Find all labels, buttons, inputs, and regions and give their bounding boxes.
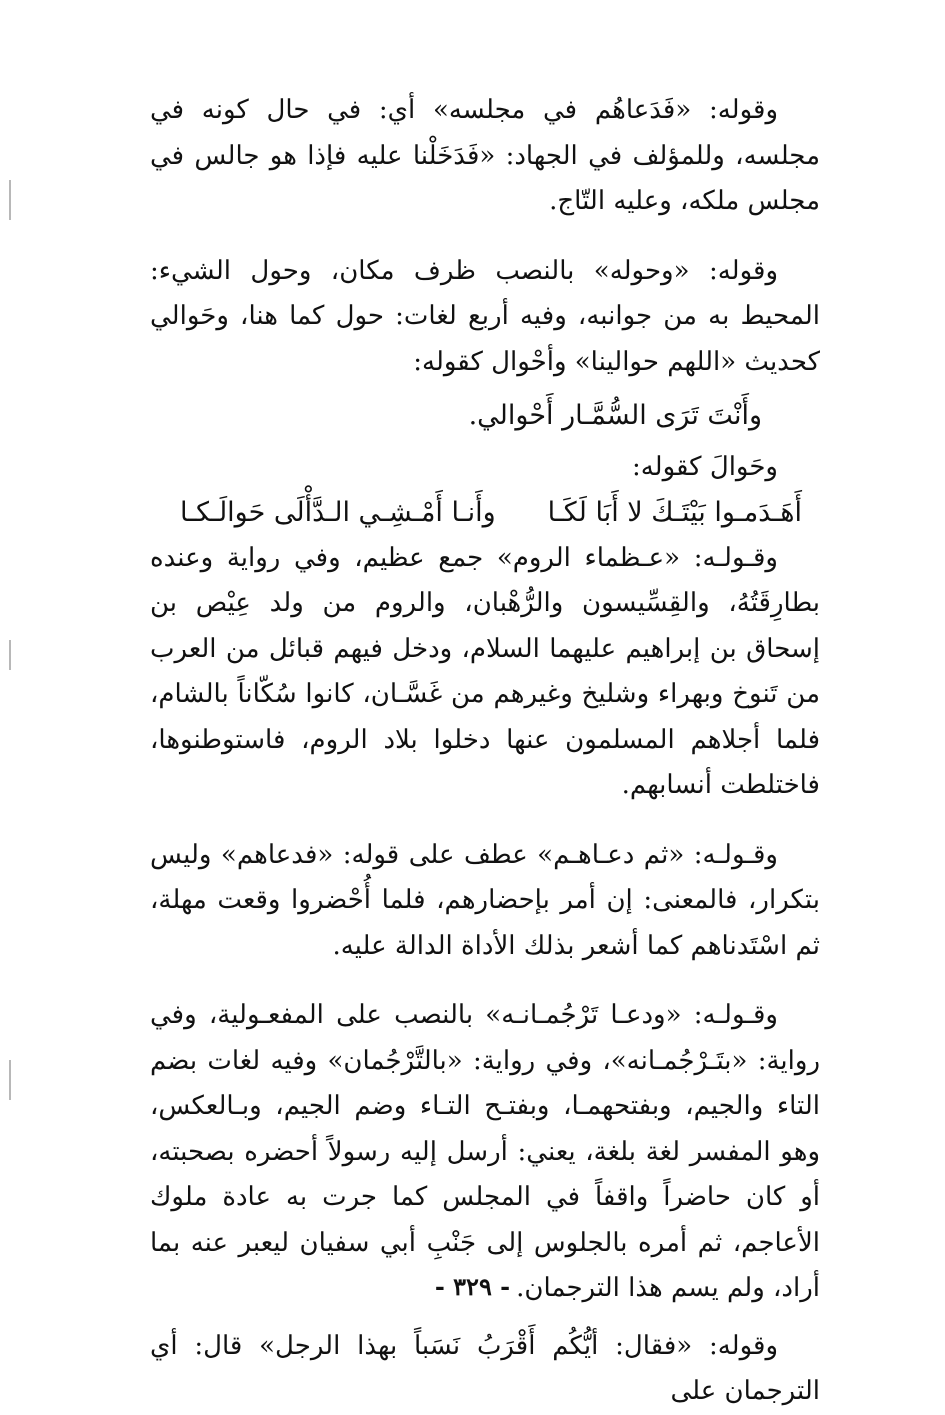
text-line: أبي سفيان ليعبر عنه بما أراد، ولم يسم هذا الترجمان. [150, 1227, 820, 1303]
paragraph-thumma-daahum [150, 833, 820, 970]
text-line: وقـولـه: «عـظماء الروم» جمع عظيم، وفي رواية وعنده بطارِقَتُهُ، [150, 542, 821, 618]
text-line: جوانبه، وفيه أربع لغات: حول كما هنا، وحَوالي كحديث «اللهم [150, 301, 820, 377]
text-line: وقوله: «فَدَعاهُم في مجلسه» أي: في حال كونه في مجلسه، [150, 95, 821, 171]
text-line: وقوله: «فقال: أيُّكُم أَقْرَبُ نَسَباً بهذا الرجل» قال: أي الترجمان على [150, 1330, 820, 1406]
text-line: الروم، فاستوطنوها، فاختلطت أنسابهم. [150, 724, 820, 800]
text-line: وبفتحهمـا، وبفتـح التـاء وضم الجيم، وبـالعكس، وهو المفسر لغة [150, 1091, 821, 1167]
verse-hawalaka [150, 490, 820, 536]
text-line: وقـولـه: «ودعـا تَرْجُمـانـه» بالنصب على المفعـولية، وفي رواية: [150, 1000, 821, 1076]
text-line: وللمؤلف في الجهاد: «فَدَخَلْنا عليه فإذا هو جالس في مجلس ملكه، [150, 140, 820, 216]
text-line: وعليه التّاج. [549, 186, 672, 216]
text-line: فالمعنى: إن أمر بإحضارهم، فلما أُحْضروا وقعت مهلة، ثم اسْتَدناهم [150, 885, 820, 961]
text-line: بلغة، يعني: أرسل إليه رسولاً أحضره بصحبته، أو كان حاضراً واقفاً في [150, 1136, 820, 1212]
page-number: - ٣٢٩ - [434, 1272, 511, 1301]
page-body [150, 88, 820, 1415]
paragraph-aqrabu-nasaban [150, 1324, 820, 1415]
text-line: والقِسِّيسون والرُّهْبان، والروم من ولد عِيْص بن إسحاق بن إبراهيم عليهما [150, 588, 820, 664]
verse-ahwali: وأَنْتَ تَرَى السُّمَّـار أَحْوالي. [468, 400, 762, 431]
text-line: وقـولـه: «ثم دعـاهـم» عطف على قوله: «فدعاهم» وليس بتكرار، [150, 839, 820, 915]
text-line: «بتَـرْجُمـانه»، وفي رواية: «بالتَّرْجُمان» وفيه لغات بضم التاء والجيم، [150, 1045, 820, 1121]
verse-hemistich-first: أَهَـدَمـوا بَيْتَـكَ لا أَبَا لَكَـا [547, 497, 802, 528]
paragraph-hawlahu [150, 249, 820, 386]
text-line: السلام، ودخل فيهم قبائل من العرب من تَنوخ وبهراء وشليخ وغيرهم من [150, 633, 820, 709]
verse-hemistich-second: وأَنـا أَمْـشِـي الـدَّأْلَى حَوالَـكـا [180, 497, 496, 528]
text-line: حوالينا» وأحْوال كقوله: [413, 346, 659, 377]
text-line: غَسَّـان، كانوا سُكّاناً بالشام، فلما أجلاهم المسلمون عنها دخلوا بلاد [150, 679, 820, 755]
page-edge-mark [9, 1060, 11, 1100]
text-line: وقوله: «وحوله» بالنصب ظرف مكان، وحول الشيء: المحيط به من [150, 255, 820, 331]
page-edge-mark [9, 640, 11, 670]
paragraph-hawala: وحَوالَ كقوله: [631, 451, 778, 482]
text-line: المجلس كما جرت به عادة ملوك الأعاجم، ثم أمره بالجلوس إلى جَنْبِ [150, 1182, 821, 1258]
page-edge-mark [9, 180, 11, 220]
paragraph-turjuman [150, 993, 820, 1312]
paragraph-uzamaa-rum [150, 536, 820, 809]
paragraph-fadaahum [150, 88, 820, 225]
text-line: كما أشعر بذلك الأداة الدالة عليه. [332, 930, 683, 961]
